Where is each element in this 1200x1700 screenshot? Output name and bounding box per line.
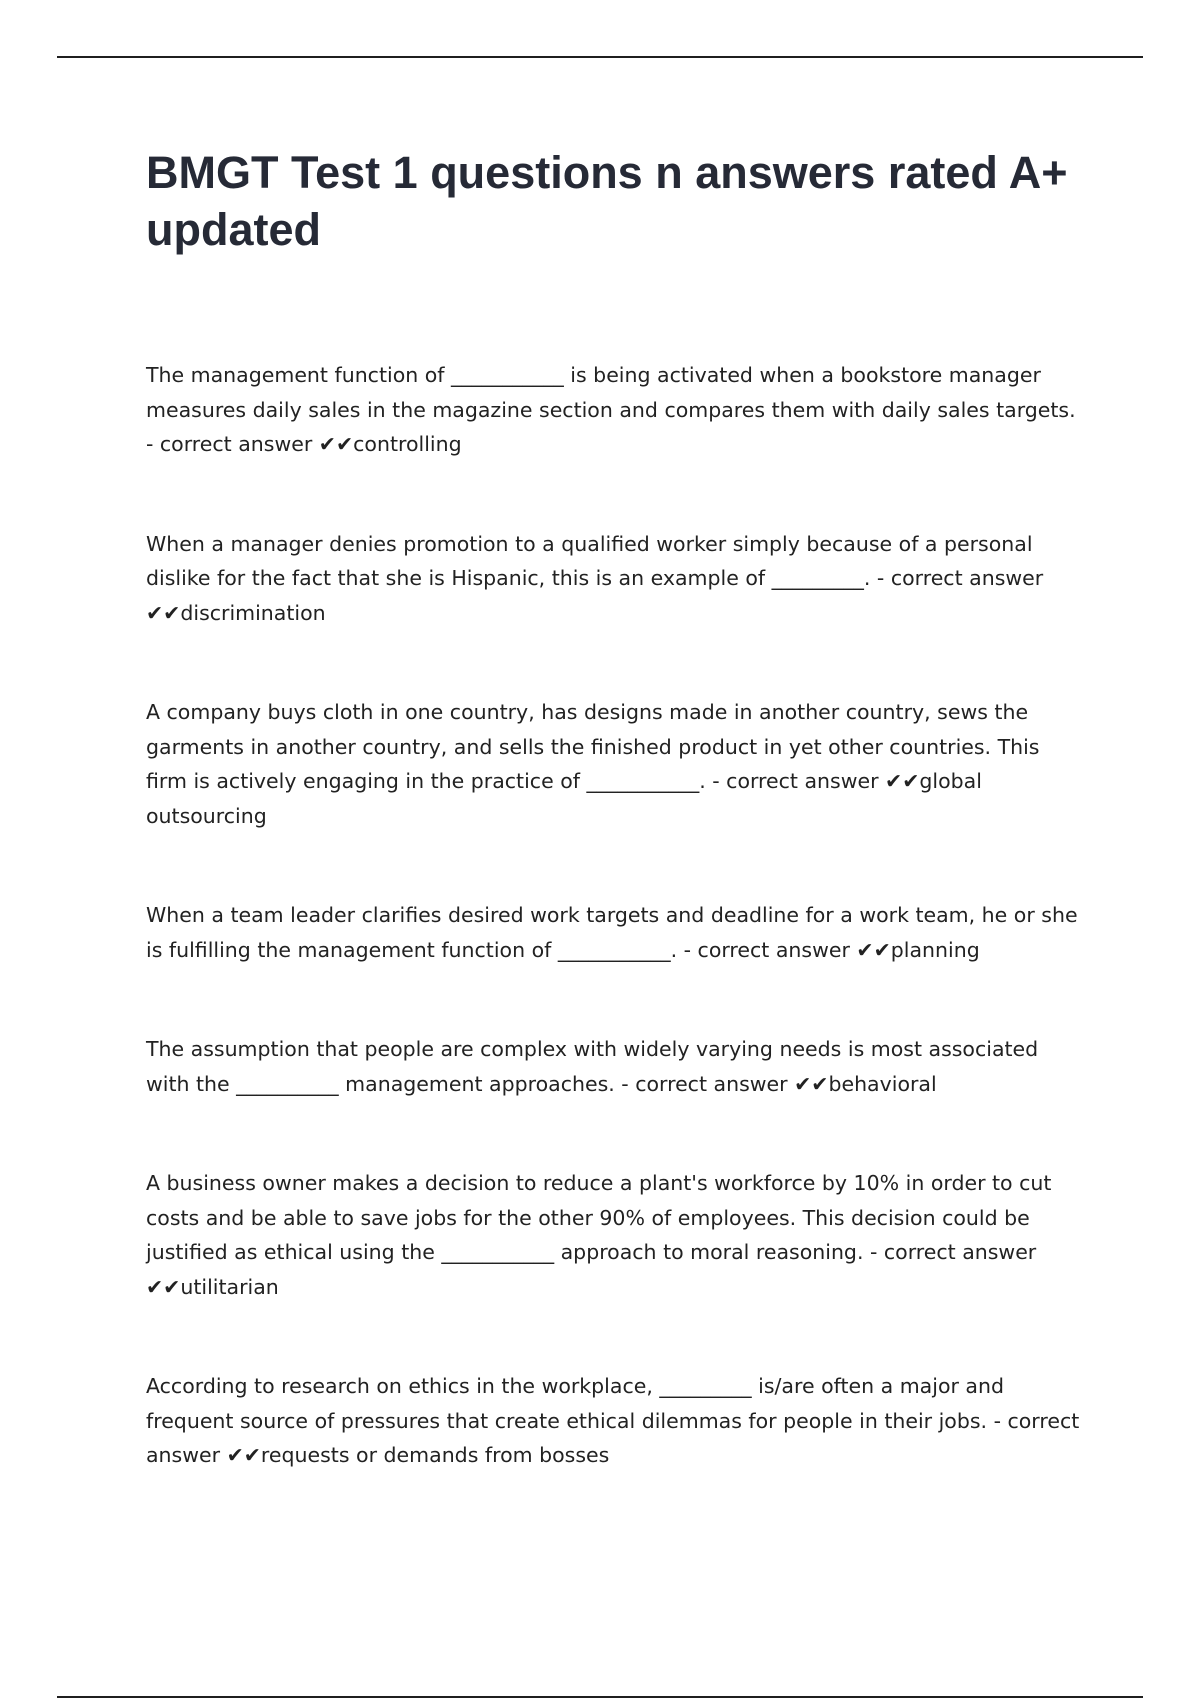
checkmark-icon: ✔✔: [318, 432, 354, 456]
answer-separator: - correct answer: [677, 937, 857, 962]
checkmark-icon: ✔✔: [856, 937, 891, 962]
answer-separator: - correct answer: [614, 1071, 795, 1096]
answer-separator: - correct answer: [705, 769, 886, 793]
answer-separator: - correct answer: [870, 566, 1044, 590]
bottom-rule: [57, 1696, 1143, 1698]
checkmark-icon: ✔✔: [146, 600, 181, 625]
qa-item: [146, 898, 1086, 967]
answer-text: global outsourcing: [146, 769, 982, 828]
question-text: According to research on ethics in the workplace, _________ is/are often a major and frequent source of pressures that create ethical dilemmas for people in their jobs.: [146, 1374, 1004, 1433]
question-text: A company buys cloth in one country, has designs made in another country, sews the garments in another country, and sells the finished product in yet other countries. This firm is actively engaging in the practice of ___________.: [146, 700, 1040, 793]
question-text: The management function of ___________ is being activated when a bookstore manager measures daily sales in the magazine section and compares them with daily sales targets.: [146, 363, 1076, 422]
checkmark-icon: ✔✔: [146, 1274, 181, 1299]
question-text: A business owner makes a decision to reduce a plant's workforce by 10% in order to cut costs and be able to save jobs for the other 90% of employees. This decision could be justified as ethical using the ___________ approach to moral reasoning.: [146, 1171, 1052, 1264]
answer-text: behavioral: [828, 1071, 937, 1096]
question-text: When a manager denies promotion to a qualified worker simply because of a personal dislike for the fact that she is Hispanic, this is an example of _________.: [146, 531, 1033, 590]
top-rule: [57, 56, 1143, 58]
answer-text: planning: [890, 937, 980, 962]
qa-item: [146, 1369, 1086, 1473]
answer-text: discrimination: [180, 600, 326, 625]
document-title: BMGT Test 1 questions n answers rated A+ updated: [146, 147, 1068, 255]
qa-item: [146, 358, 1086, 462]
answer-separator: - correct answer: [146, 1408, 1080, 1467]
checkmark-icon: ✔✔: [226, 1443, 261, 1467]
qa-item: [146, 527, 1086, 631]
question-text: When a team leader clarifies desired work targets and deadline for a work team, he or she is fulfilling the management function of ___________.: [146, 903, 1078, 962]
question-text: The assumption that people are complex with widely varying needs is most associated with the __________ management approaches.: [146, 1037, 1039, 1096]
document-body: [146, 144, 1086, 1538]
qa-item: [146, 695, 1086, 833]
checkmark-icon: ✔✔: [885, 769, 920, 793]
answer-separator: - correct answer: [146, 432, 319, 456]
answer-text: requests or demands from bosses: [260, 1443, 610, 1467]
qa-item: [146, 1166, 1086, 1304]
answer-text: controlling: [353, 432, 462, 456]
qa-list: [146, 358, 1086, 1473]
answer-text: utilitarian: [180, 1274, 279, 1299]
answer-separator: - correct answer: [863, 1240, 1037, 1264]
qa-item: [146, 1032, 1086, 1101]
checkmark-icon: ✔✔: [794, 1071, 829, 1096]
